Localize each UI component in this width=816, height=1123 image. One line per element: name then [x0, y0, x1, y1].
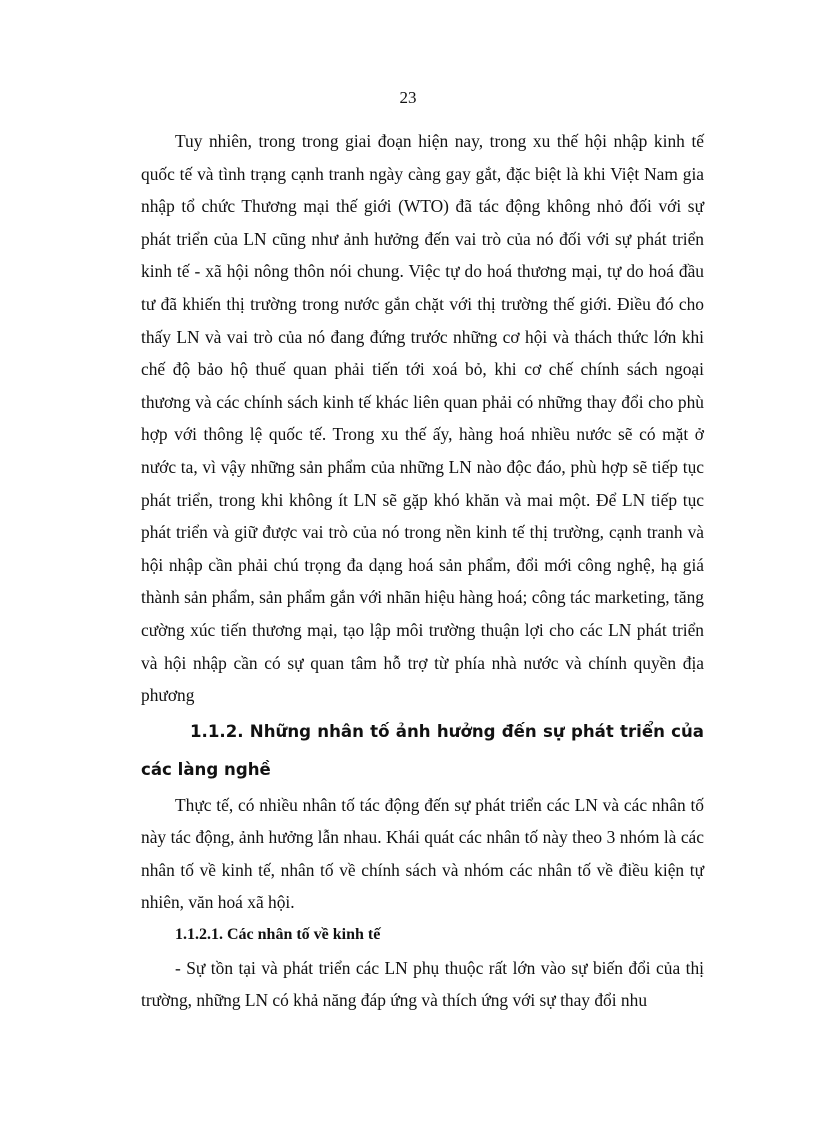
paragraph-factor-overview: Thực tế, có nhiều nhân tố tác động đến sự phát triển các LN và các nhân tố này tác động, ảnh hưởng lẫn nhau. Khái quát các nhân tố này theo 3 nhóm là các nhân tố về kinh tế, nhân tố về chính sách và nhóm các nhân tố về điều kiện tự nhiên, văn hoá xã hội.	[141, 794, 704, 913]
subsection-heading-1-1-2-1: 1.1.2.1. Các nhân tố về kinh tế	[175, 926, 381, 944]
document-body	[141, 125, 704, 1017]
paragraph-international-integration: Tuy nhiên, trong trong giai đoạn hiện nay, trong xu thế hội nhập kinh tế quốc tế và tình trạng cạnh tranh ngày càng gay gắt, đặc biệt là khi Việt Nam gia nhập tổ chức Thương mại thế giới (WTO) đã tác động không nhỏ đối với sự phát triển của LN cũng như ảnh hưởng đến vai trò của nó đối với sự phát triển kinh tế - xã hội nông thôn nói chung. Việc tự do hoá thương mại, tự do hoá đầu tư đã khiến thị trường trong nước gắn chặt với thị trường thế giới. Điều đó cho thấy LN và vai trò của nó đang đứng trước những cơ hội và thách thức lớn khi chế độ bảo hộ thuế quan phải tiến tới xoá bỏ, khi cơ chế chính sách ngoại thương và các chính sách kinh tế khác liên quan phải có những thay đổi cho phù hợp với thông lệ quốc tế. Trong xu thế ấy, hàng hoá nhiều nước sẽ có mặt ở nước ta, vì vậy những sản phẩm của những LN nào độc đáo, phù hợp sẽ tiếp tục phát triển, trong khi không ít LN sẽ gặp khó khăn và mai một. Để LN tiếp tục phát triển và giữ được vai trò của nó trong nền kinh tế thị trường, cạnh tranh và hội nhập cần phải chú trọng đa dạng hoá sản phẩm, đổi mới công nghệ, hạ giá thành sản phẩm, sản phẩm gắn với nhãn hiệu hàng hoá; công tác marketing, tăng cường xúc tiến thương mại, tạo lập môi trường thuận lợi cho các LN phát triển và hội nhập cần có sự quan tâm hỗ trợ từ phía nhà nước và chính quyền địa phương	[141, 131, 704, 706]
section-heading-1-1-2: 1.1.2. Những nhân tố ảnh hưởng đến sự phát triển của các làng nghề	[141, 721, 704, 779]
page-number: 23	[399, 88, 417, 107]
paragraph-market-dependency: - Sự tồn tại và phát triển các LN phụ thuộc rất lớn vào sự biến đổi của thị trường, những LN có khả năng đáp ứng và thích ứng với sự thay đổi nhu	[141, 957, 704, 1011]
